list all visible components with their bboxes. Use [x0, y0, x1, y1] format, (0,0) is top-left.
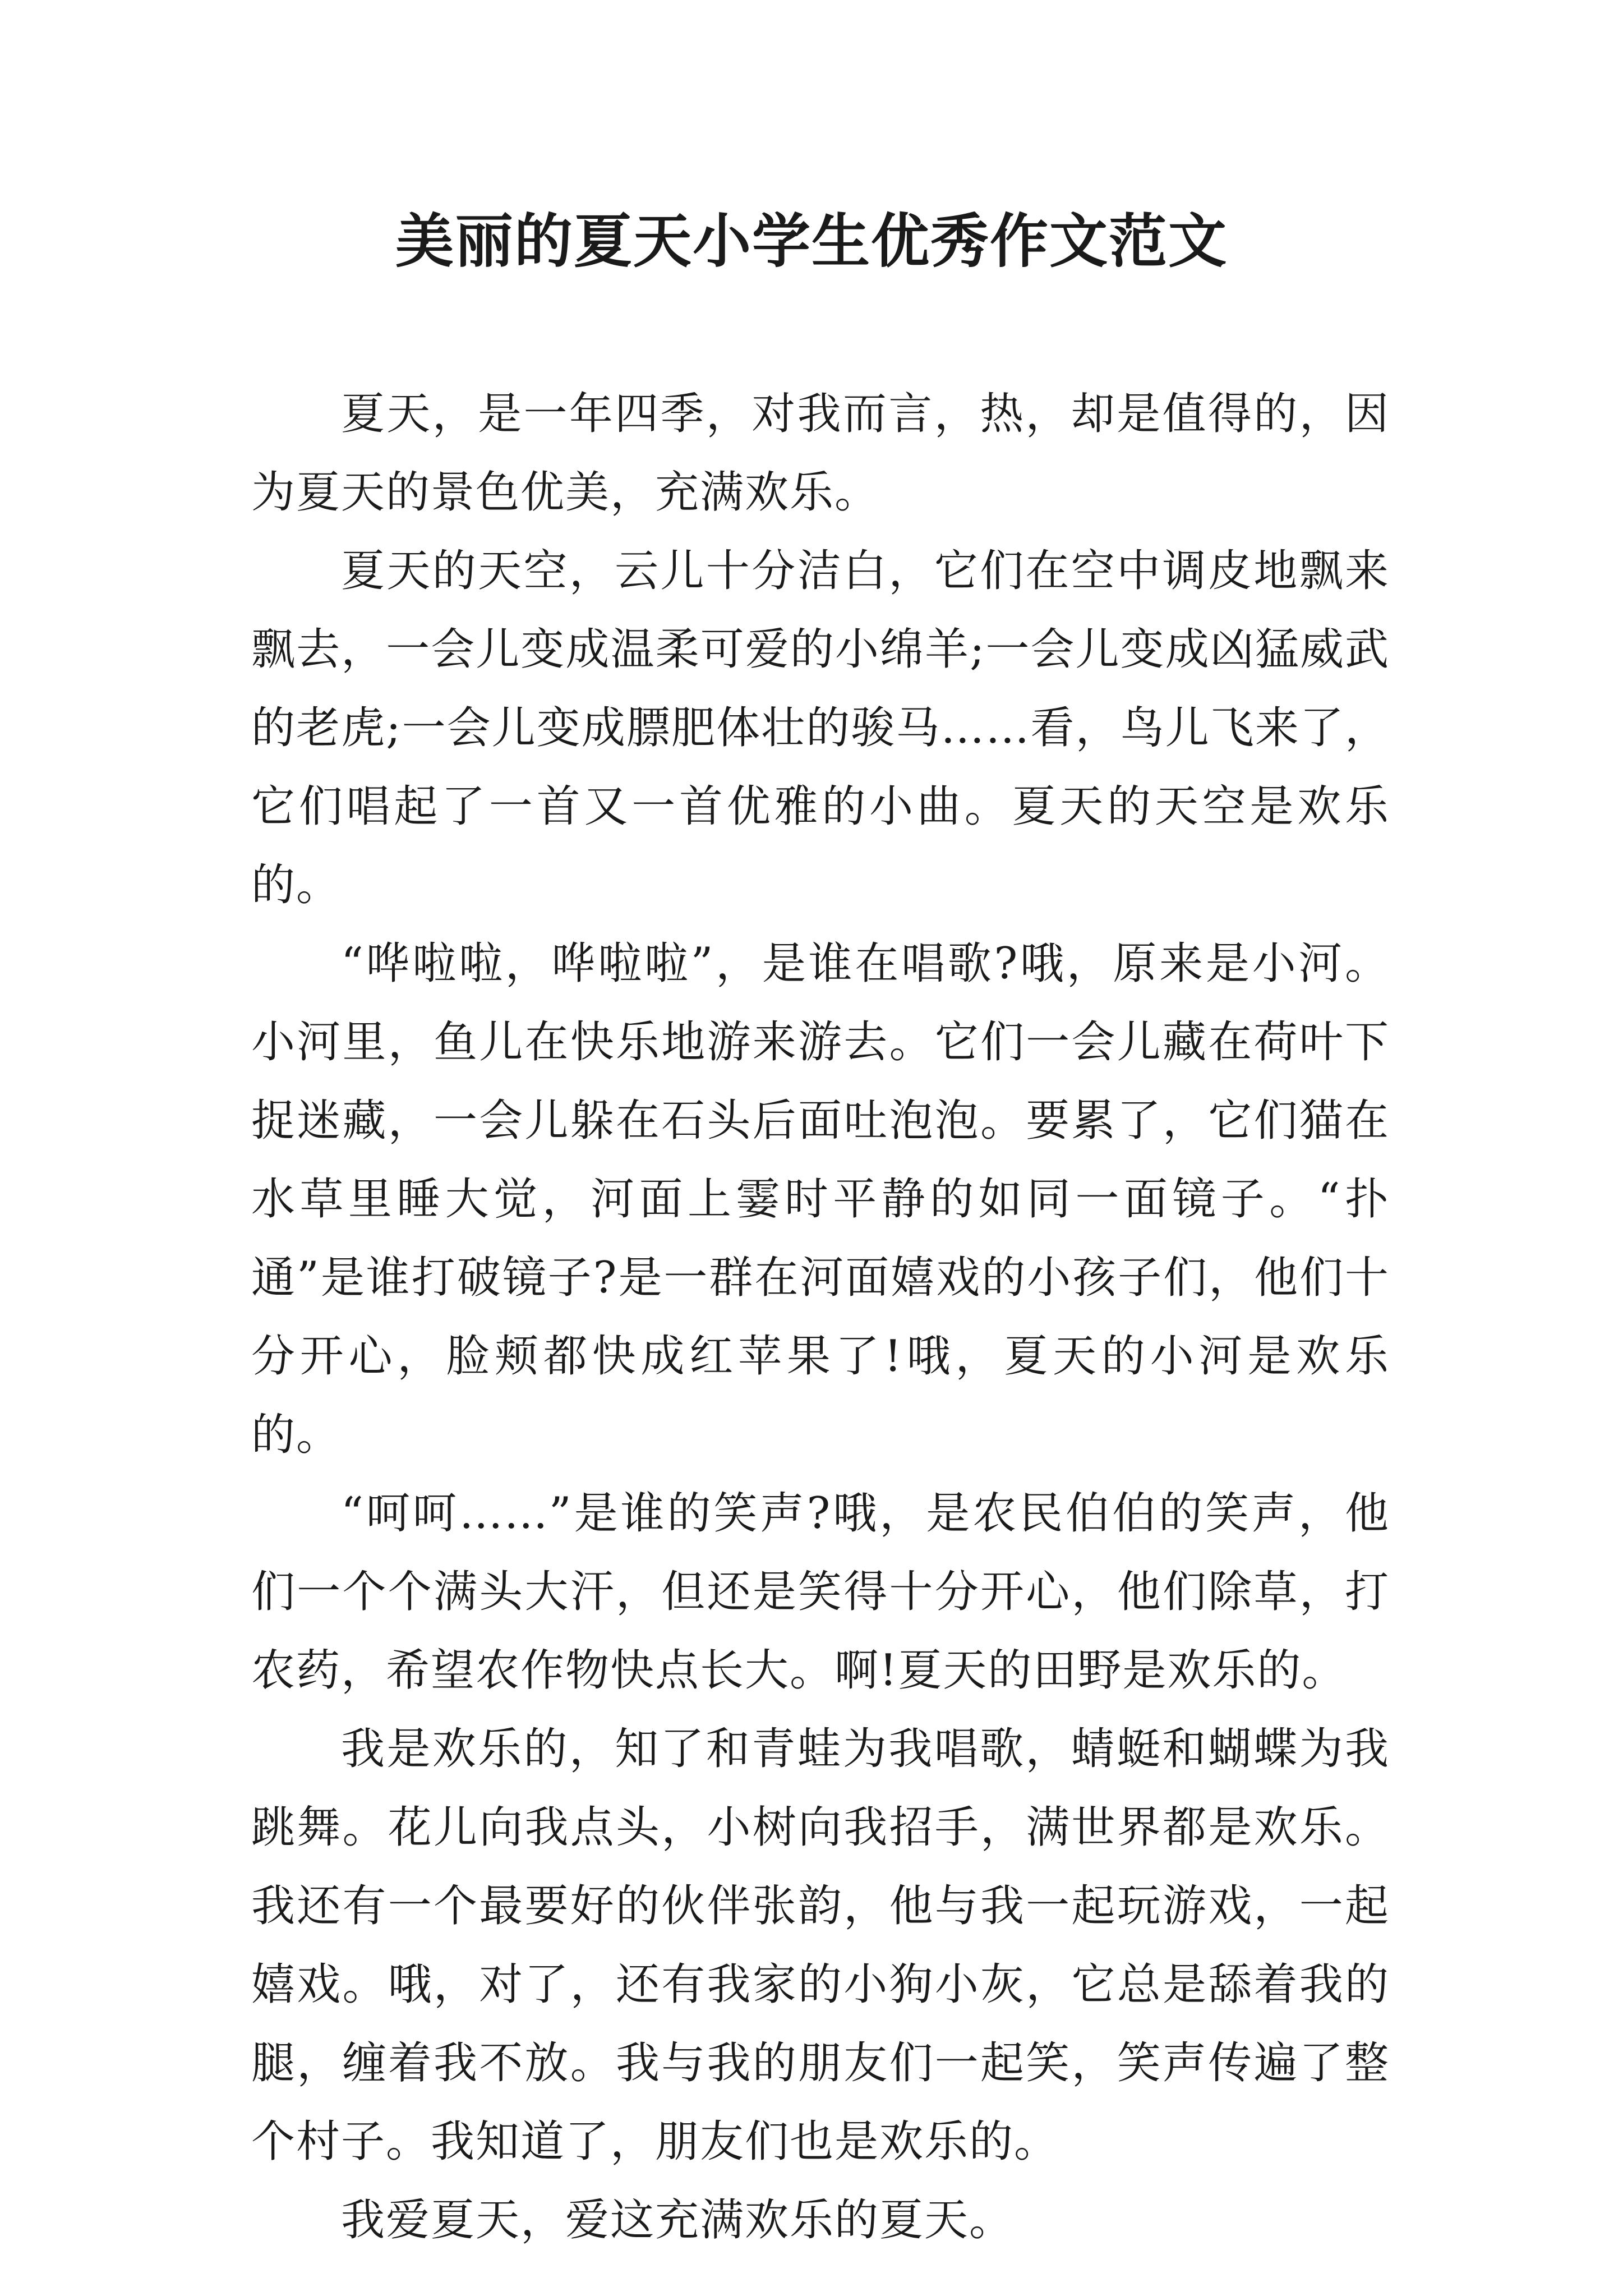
paragraph-6: 我爱夏天，爱这充满欢乐的夏天。 [341, 2195, 1015, 2246]
paragraph-5: 我是欢乐的，知了和青蛙为我唱歌，蜻蜓和蝴蝶为我跳舞。花儿向我点头，小树向我招手，满世界都是欢乐。我还有一个最要好的伙伴张韵，他与我一起玩游戏，一起嬉戏。哦，对了，还有我家的小狗小灰，它总是舔着我的腿，缠着我不放。我与我的朋友们一起笑，笑声传遍了整个村子。我知道了，朋友们也是欢乐的。 [251, 1724, 1390, 2167]
essay-body [251, 375, 1390, 2260]
document-title: 美丽的夏天小学生优秀作文范文 [395, 207, 1228, 275]
paragraph-2: 夏天的天空，云儿十分洁白，它们在空中调皮地飘来飘去，一会儿变成温柔可爱的小绵羊;一会儿变成凶猛威武的老虎;一会儿变成膘肥体壮的骏马……看，鸟儿飞来了，它们唱起了一首又一首优雅的小曲。夏天的天空是欢乐的。 [251, 546, 1390, 910]
paragraph-3: “哗啦啦，哗啦啦”，是谁在唱歌?哦，原来是小河。小河里，鱼儿在快乐地游来游去。它们一会儿藏在荷叶下捉迷藏，一会儿躲在石头后面吐泡泡。要累了，它们猫在水草里睡大觉，河面上霎时平静的如同一面镜子。“扑通”是谁打破镜子?是一群在河面嬉戏的小孩子们，他们十分开心，脸颊都快成红苹果了!哦，夏天的小河是欢乐的。 [251, 938, 1390, 1460]
paragraph-4: “呵呵……”是谁的笑声?哦，是农民伯伯的笑声，他们一个个满头大汗，但还是笑得十分开心，他们除草，打农药，希望农作物快点长大。啊!夏天的田野是欢乐的。 [251, 1488, 1390, 1696]
paragraph-1: 夏天，是一年四季，对我而言，热，却是值得的，因为夏天的景色优美，充满欢乐。 [251, 389, 1390, 518]
